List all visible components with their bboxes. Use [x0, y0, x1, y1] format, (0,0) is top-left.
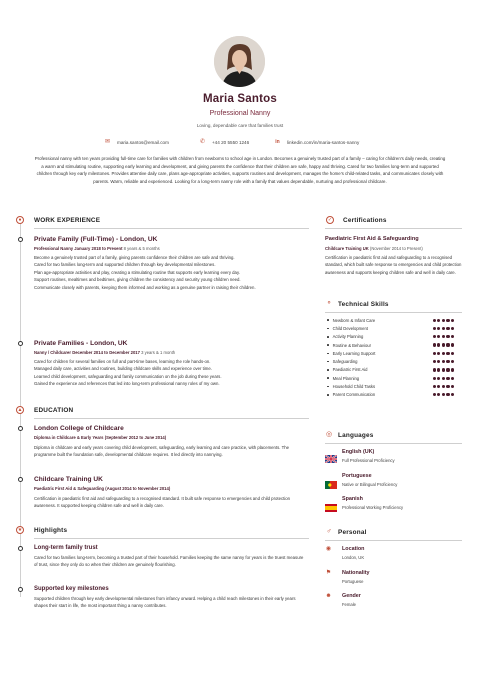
linkedin-icon: in: [275, 139, 280, 145]
rating-dot: [433, 319, 436, 322]
rating-dot: [433, 393, 436, 396]
section-divider: [325, 228, 462, 229]
education-1-description: Diploma in childcare and early years covering child development, safeguarding, early learning and care practice, with placements. The programme built the foundation safe, developmental childcare requires. It led directly into nannying.: [34, 445, 290, 458]
phone-contact[interactable]: [199, 139, 249, 145]
skill-name: Paediatric First Aid: [332, 367, 368, 373]
bullet-icon: [327, 336, 329, 338]
language-1-level: Full Professional Proficiency: [342, 458, 395, 463]
profile-summary: Professional nanny with ten years providing full-time care for families with children from newborns to school age in London. Becomes a genuinely trusted part of a family – caring for children's daily needs, creating a warm and stimulating routine, supporting early learning and development, and giving parents the confidence that their children are safe, happy and thriving. Cared for two families long-term and supported children through key early milestones. Provides attentive daily care, plans age-appropriate activities, supports routines and development, manages the home's child-related tasks, and communicates closely with parents. Warm, reliable and experienced. Looking for a long-term nanny role with a family that values dependable, nurturing and professional childcare.: [34, 156, 446, 184]
rating-dot: [442, 319, 445, 322]
spain-flag-icon: [325, 499, 337, 507]
education-1-meta: Diploma in Childcare & Early Years (September 2012 to June 2014): [34, 435, 167, 440]
skill-level-rating: [433, 335, 455, 338]
rating-dot: [446, 352, 449, 355]
experience-1-description: Become a genuinely trusted part of a family, giving parents confidence their children are safe and thriving. Cared for two families long-term and supported children through key developmental milestones. Plan age-appropriate activities and play, creating a stimulating routine that supports early learning every day. Support routines, mealtimes and bedtimes, giving children the consistency and security young children need. Communicate closely with parents, keeping them informed and working as a genuine partner in raising their children.: [34, 255, 256, 290]
education-2-title: Childcare Training UK: [34, 476, 103, 483]
personal-nationality-label: Nationality: [342, 570, 370, 576]
rating-dot: [437, 319, 440, 322]
rating-dot: [442, 352, 445, 355]
globe-icon: ◎: [325, 431, 333, 438]
rating-dot: [451, 343, 454, 346]
location-pin-icon: ◉: [325, 546, 332, 552]
rating-dot: [446, 368, 449, 371]
rating-dot: [446, 319, 449, 322]
rating-dot: [446, 385, 449, 388]
rating-dot: [437, 335, 440, 338]
education-1-title: London College of Childcare: [34, 425, 124, 432]
education-2-description: Certification in paediatric first aid and safeguarding to a recognised standard. It built safe response to emergencies and child protection awareness. It supported keeping children safe and well in daily care.: [34, 496, 291, 509]
skill-name: Early Learning Support: [332, 350, 376, 356]
bullet-icon: [327, 344, 329, 346]
bullet-icon: [327, 361, 329, 363]
skill-name: Child Development: [332, 325, 368, 331]
skills-list: [327, 316, 463, 399]
rating-dot: [437, 368, 440, 371]
skill-level-rating: [433, 327, 455, 330]
skill-level-rating: [433, 343, 455, 346]
language-1-name: English (UK): [342, 449, 375, 455]
rating-dot: [451, 327, 454, 330]
rating-dot: [437, 360, 440, 363]
skill-level-rating: [433, 352, 455, 355]
experience-2-description: Cared for children for several families on full and part-time bases, learning the role hands-on. Managed daily care, activities and routines, building childcare skills and experience over time. Learned child development, safeguarding and family communication on the job during these years. Gained the experience and references that led into long-term professional nanny roles of my own.: [34, 359, 222, 387]
skill-level-rating: [433, 393, 455, 396]
bullet-icon: [327, 377, 329, 379]
portugal-flag-icon: [325, 476, 337, 484]
skill-row: [327, 374, 463, 382]
linkedin-text: linkedin.com/in/maria-santos-nanny: [287, 139, 360, 145]
gender-icon: ♂: [326, 528, 332, 535]
rating-dot: [451, 335, 454, 338]
award-icon: ⚬: [326, 300, 332, 307]
briefcase-icon: ●: [16, 216, 24, 224]
experience-2-meta: Nanny / Childcarer December 2014 to December 2017 3 years & 1 month: [34, 350, 176, 355]
rating-dot: [451, 377, 454, 380]
phone-icon: ✆: [199, 139, 206, 145]
experience-1-title: Private Family (Full-Time) - London, UK: [34, 236, 158, 243]
skill-name: Household Child Tasks: [332, 384, 376, 390]
rating-dot: [437, 393, 440, 396]
language-3-name: Spanish: [342, 496, 363, 502]
skill-name: Activity Planning: [332, 334, 364, 340]
rating-dot: [451, 385, 454, 388]
education-heading: EDUCATION: [34, 407, 74, 414]
bullet-icon: [327, 353, 329, 355]
skill-row: [327, 341, 463, 349]
profile-photo: [214, 36, 265, 87]
rating-dot: [437, 385, 440, 388]
rating-dot: [442, 377, 445, 380]
section-divider: [34, 418, 309, 419]
timeline-dot: [18, 477, 23, 482]
section-divider: [325, 443, 462, 444]
highlight-2-title: Supported key milestones: [34, 586, 109, 592]
certification-title: Paediatric First Aid & Safeguarding: [325, 236, 419, 242]
skill-level-rating: [433, 319, 455, 322]
rating-dot: [437, 352, 440, 355]
bullet-icon: [327, 369, 329, 371]
skill-name: Meal Planning: [332, 375, 360, 381]
rating-dot: [437, 327, 440, 330]
section-divider: [34, 228, 309, 229]
personal-nationality-value: Portuguese: [342, 579, 364, 584]
job-title: Professional Nanny: [209, 110, 271, 117]
graduation-cap-icon: ▲: [17, 407, 23, 413]
rating-dot: [446, 377, 449, 380]
skill-level-rating: [433, 360, 455, 363]
rating-dot: [433, 360, 436, 363]
uk-flag-icon: [325, 450, 337, 458]
certifications-heading: Certifications: [343, 217, 387, 224]
rating-dot: [433, 385, 436, 388]
section-divider: [325, 540, 462, 541]
rating-dot: [433, 335, 436, 338]
star-icon: ★: [17, 527, 23, 533]
skill-row: [327, 316, 463, 324]
skill-name: Parent Communication: [332, 392, 376, 398]
rating-dot: [442, 360, 445, 363]
skill-name: Newborn & Infant Care: [332, 317, 376, 323]
experience-2-title: Private Families - London, UK: [34, 340, 128, 347]
rating-dot: [442, 335, 445, 338]
skills-heading: Technical Skills: [338, 301, 389, 308]
candidate-name: Maria Santos: [203, 93, 277, 105]
rating-dot: [451, 319, 454, 322]
skill-name: Safeguarding: [332, 359, 358, 365]
personal-gender-label: Gender: [342, 593, 361, 599]
skill-row: [327, 366, 463, 374]
language-2-level: Native or Bilingual Proficiency: [342, 482, 398, 487]
skill-row: [327, 349, 463, 357]
rating-dot: [451, 368, 454, 371]
bullet-icon: [327, 319, 329, 321]
certificate-icon: ✓: [327, 217, 333, 223]
bullet-icon: [327, 394, 329, 396]
tagline: Loving, dependable care that families trust: [196, 123, 284, 128]
bullet-icon: [327, 328, 329, 330]
personal-location-value: London, UK: [342, 555, 365, 560]
email-text: maria.santos@email.com: [117, 139, 169, 145]
rating-dot: [446, 343, 449, 346]
rating-dot: [433, 368, 436, 371]
bullet-icon: [327, 386, 329, 388]
highlights-heading: Highlights: [34, 527, 68, 534]
certification-meta: Childcare Training UK (November 2014 to Present): [325, 246, 423, 251]
skill-row: [327, 333, 463, 341]
skill-row: [327, 382, 463, 390]
skill-level-rating: [433, 368, 455, 371]
highlight-1-title: Long-term family trust: [34, 545, 98, 551]
rating-dot: [446, 327, 449, 330]
rating-dot: [451, 393, 454, 396]
rating-dot: [442, 385, 445, 388]
rating-dot: [451, 352, 454, 355]
rating-dot: [442, 368, 445, 371]
rating-dot: [442, 327, 445, 330]
timeline-dot: [18, 587, 23, 592]
experience-heading: WORK EXPERIENCE: [34, 217, 101, 224]
skill-name: Routine & Behaviour: [332, 342, 372, 348]
rating-dot: [446, 335, 449, 338]
flag-icon: ⚑: [325, 570, 332, 576]
rating-dot: [437, 377, 440, 380]
person-icon: ☻: [325, 593, 332, 599]
experience-1-meta: Professional Nanny January 2018 to Present 8 years & 5 months: [34, 246, 160, 251]
language-3-level: Professional Working Proficiency: [342, 505, 404, 510]
envelope-icon: ✉: [104, 139, 111, 145]
section-divider: [325, 312, 462, 313]
personal-gender-value: Female: [342, 602, 356, 607]
timeline-dot: [18, 546, 23, 551]
timeline-dot: [18, 237, 23, 242]
rating-dot: [433, 352, 436, 355]
timeline-dot: [18, 426, 23, 431]
rating-dot: [446, 393, 449, 396]
email-contact[interactable]: [104, 139, 169, 145]
phone-text: +44 20 5550 1246: [212, 139, 250, 145]
certification-description: Certification in paediatric first aid and safeguarding to a recognised standard, which built safe response to emergencies and child protection awareness and supports keeping children safe and well in daily care.: [325, 255, 462, 275]
highlight-1-description: Cared for two families long-term, becoming a trusted part of their household. Families keeping the same nanny for years is the truest measure of trust, since they only do so when their children are genuinely flourishing.: [34, 555, 304, 568]
skill-row: [327, 324, 463, 332]
education-2-meta: Paediatric First Aid & Safeguarding (August 2014 to November 2014): [34, 486, 171, 491]
personal-heading: Personal: [338, 529, 367, 536]
skill-row: [327, 391, 463, 399]
timeline-dot: [18, 341, 23, 346]
personal-location-label: Location: [342, 546, 365, 552]
rating-dot: [442, 393, 445, 396]
rating-dot: [446, 360, 449, 363]
linkedin-contact[interactable]: [274, 139, 359, 145]
skill-level-rating: [433, 377, 455, 380]
highlight-2-description: Supported children through key early developmental milestones from infancy onward. Helping a child reach milestones in their early years shapes their start in life, the most important thing a nanny contributes.: [34, 596, 296, 609]
section-divider: [34, 538, 309, 539]
rating-dot: [437, 343, 440, 346]
rating-dot: [451, 360, 454, 363]
language-2-name: Portuguese: [342, 473, 372, 479]
rating-dot: [442, 343, 445, 346]
rating-dot: [433, 327, 436, 330]
rating-dot: [433, 343, 436, 346]
skill-row: [327, 357, 463, 365]
skill-level-rating: [433, 385, 455, 388]
languages-heading: Languages: [338, 432, 374, 439]
rating-dot: [433, 377, 436, 380]
